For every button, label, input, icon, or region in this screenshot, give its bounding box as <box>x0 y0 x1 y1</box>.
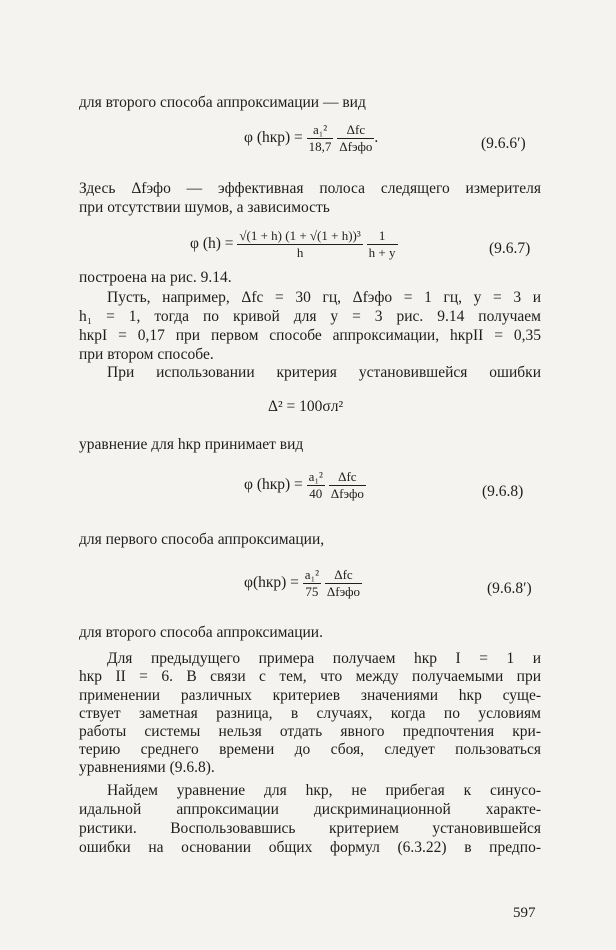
equation-tail: . <box>374 129 379 147</box>
text-line: При использовании критерия установившейся ошибки <box>107 364 541 381</box>
equation-lhs: φ (hкр) = <box>244 476 303 494</box>
text-line: Для предыдущего примера получаем hкр I = 1 и <box>107 650 541 667</box>
text-line: построена на рис. 9.14. <box>79 269 232 286</box>
equation-number: (9.6.6′) <box>481 135 526 152</box>
text-line: Найдем уравнение для hкр, не прибегая к синусо- <box>107 782 541 799</box>
equation-number: (9.6.7) <box>489 240 531 257</box>
text-line: уравнениями (9.6.8). <box>79 759 215 776</box>
text-line: ствует заметная разница, в случаях, когда по условиям <box>79 705 541 722</box>
denominator: Δfэфо <box>339 139 373 154</box>
denominator: Δfэфо <box>330 486 364 501</box>
text-line: ошибки на основании общих формул (6.3.22) в предпо- <box>79 839 541 856</box>
numerator: Δfс <box>337 122 374 139</box>
text-line: терию среднего времени до сбоя, следует пользоваться <box>79 741 541 758</box>
text-line: hкрI = 0,17 при первом способе аппроксимации, hкрII = 0,35 <box>79 327 541 344</box>
text-line: работы системы нельзя отдать явного предпочтения кри- <box>79 723 541 740</box>
fraction <box>307 469 325 502</box>
denominator: Δfэфо <box>326 584 360 599</box>
fraction <box>337 122 374 155</box>
equation-9-6-8-prime <box>244 567 362 600</box>
denominator: h <box>296 245 304 260</box>
text-line: для второго способа аппроксимации — вид <box>79 94 366 111</box>
equation-delta-squared: Δ² = 100σл² <box>268 398 344 415</box>
page-number: 597 <box>513 905 536 921</box>
numerator: Δfс <box>325 567 362 584</box>
equation-lhs: φ (hкр) = <box>244 129 303 147</box>
equation-number: (9.6.8) <box>482 483 524 500</box>
equation-9-6-8 <box>244 469 366 502</box>
numerator: √(1 + h) (1 + √(1 + h))³ <box>239 228 361 243</box>
numerator: 1 <box>367 228 398 245</box>
text-line: для первого способа аппроксимации, <box>79 531 325 548</box>
fraction <box>307 122 334 155</box>
equation-lhs: φ(hкр) = <box>244 574 299 592</box>
denominator: 75 <box>305 584 319 599</box>
fraction <box>367 228 398 261</box>
text-line: Пусть, например, Δfс = 30 гц, Δfэфо = 1 гц, y = 3 и <box>107 289 541 306</box>
equation-number: (9.6.8′) <box>487 580 532 597</box>
text-line: при отсутствии шумов, а зависимость <box>79 199 330 216</box>
equation-9-6-7 <box>190 228 398 261</box>
numerator: a₁² <box>308 469 323 484</box>
denominator: h + y <box>368 245 396 260</box>
text-line: Здесь Δfэфо — эффективная полоса следящего измерителя <box>79 180 541 197</box>
numerator: a₁² <box>307 122 334 139</box>
fraction <box>237 228 362 261</box>
denominator: 18,7 <box>308 139 332 154</box>
denominator: 40 <box>309 486 323 501</box>
text-line: h₁ = 1, тогда по кривой для y = 3 рис. 9.14 получаем <box>79 308 541 325</box>
text-line: применении различных критериев значениями hкр суще- <box>79 687 541 704</box>
text-line: при втором способе. <box>79 346 214 363</box>
text-line: идальной аппроксимации дискриминационной характе- <box>79 801 541 818</box>
fraction <box>325 567 362 600</box>
equation-lhs: φ (h) = <box>190 235 234 253</box>
numerator: a₁² <box>304 567 319 582</box>
fraction <box>329 469 366 502</box>
text-line: уравнение для hкр принимает вид <box>79 436 304 453</box>
text-line: для второго способа аппроксимации. <box>79 624 323 641</box>
numerator: Δfс <box>329 469 366 486</box>
text-line: hкр II = 6. В связи с тем, что между получаемыми при <box>79 668 541 685</box>
equation-9-6-6-prime <box>244 122 378 155</box>
text-line: ристики. Воспользовавшись критерием установившейся <box>79 820 541 837</box>
fraction <box>303 567 321 600</box>
